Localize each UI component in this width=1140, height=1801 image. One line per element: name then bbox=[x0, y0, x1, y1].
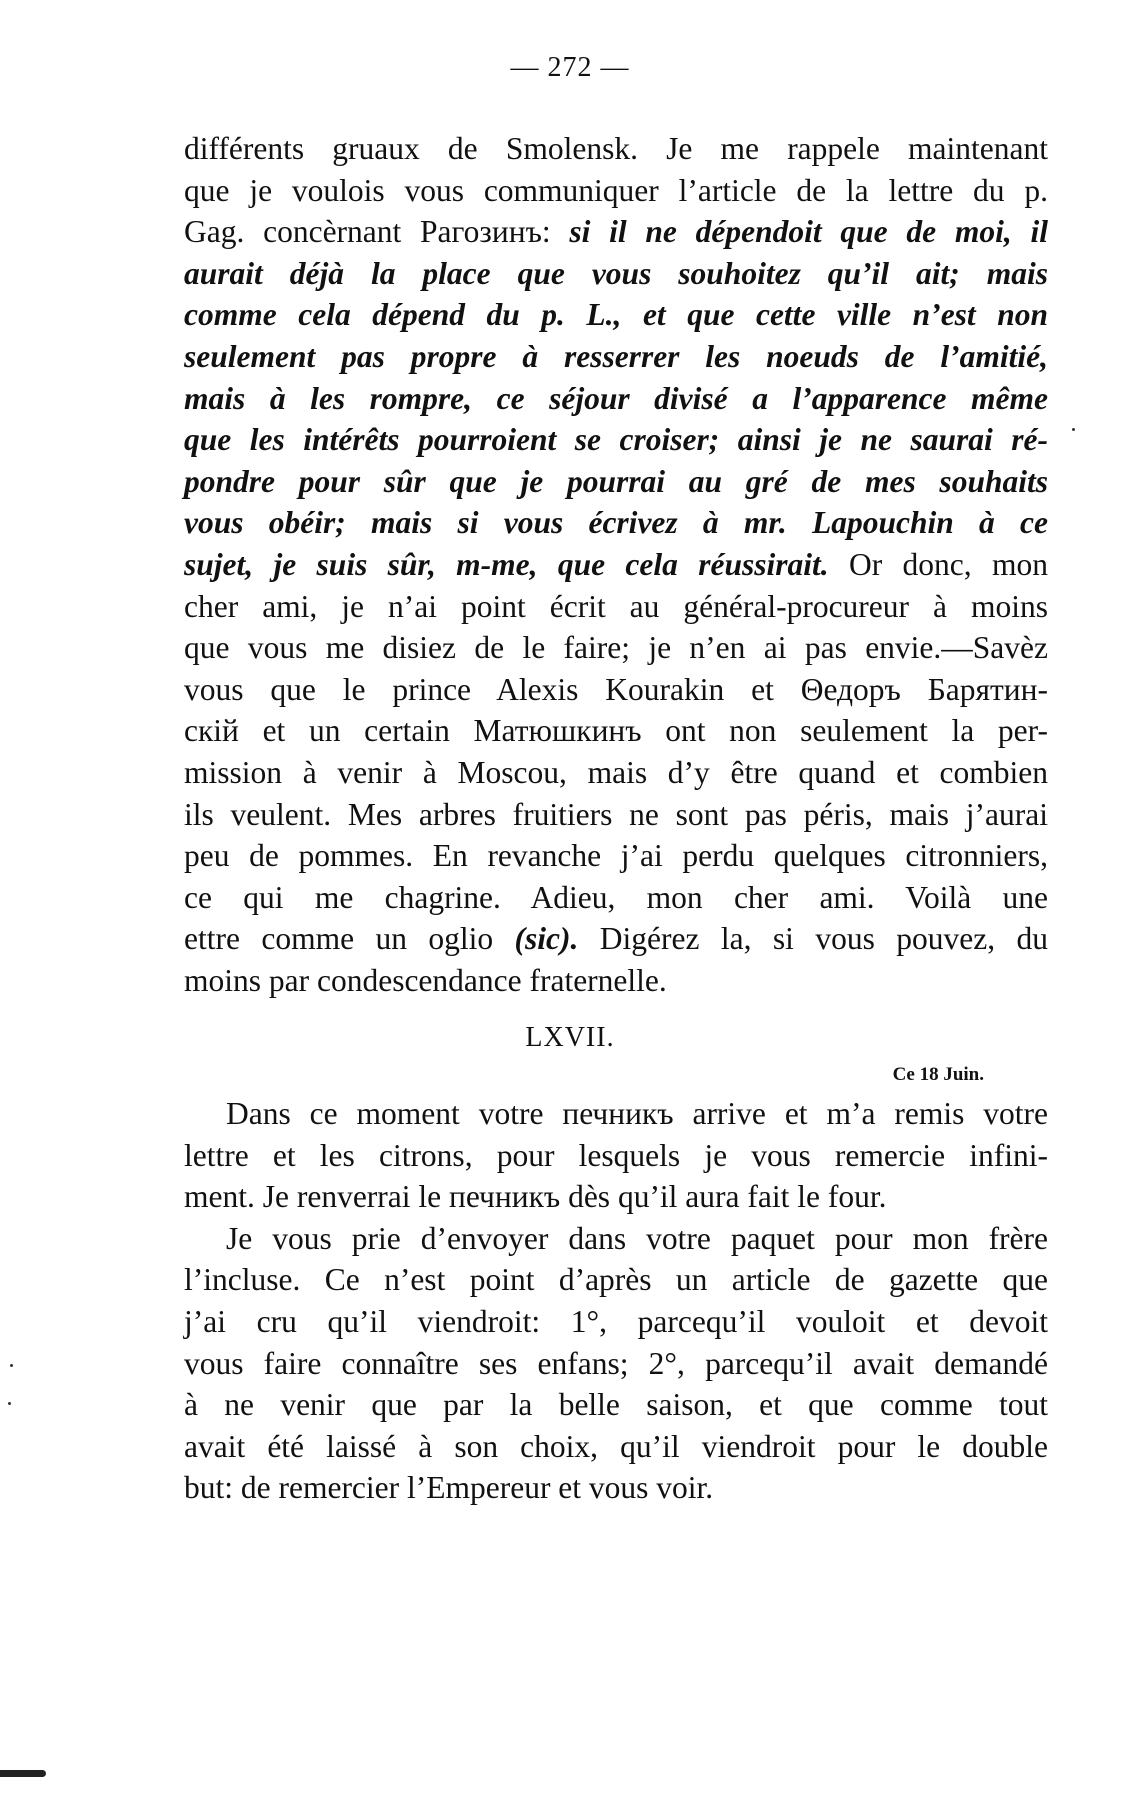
text-run: peu de pommes. En revanche j’ai perdu quelques citronniers, bbox=[184, 838, 1048, 874]
italic-text-run: vous obéir; mais si vous écrivez à mr. Lapouchin à ce bbox=[184, 505, 1048, 541]
italic-text-run: si il ne dépendoit que de moi, il bbox=[569, 214, 1048, 250]
text-run: ce qui me chagrine. Adieu, mon cher ami. Voilà une bbox=[184, 879, 1048, 915]
margin-speck bbox=[1072, 428, 1075, 431]
text-run: Je vous prie d’envoyer dans votre paquet pour mon frère bbox=[226, 1220, 1048, 1256]
text-line bbox=[184, 752, 1048, 794]
text-run: ment. Je renverrai le печникъ dès qu’il aura fait le four. bbox=[184, 1179, 887, 1215]
text-line bbox=[184, 835, 1048, 877]
text-line bbox=[184, 128, 1048, 170]
text-run: j’ai cru qu’il viendroit: 1°, parcequ’il vouloit et devoit bbox=[184, 1303, 1048, 1339]
text-line bbox=[184, 960, 1048, 1002]
text-line bbox=[184, 1467, 1048, 1509]
italic-text-run: comme cela dépend du p. L., et que cette ville n’est non bbox=[184, 297, 1048, 333]
text-line bbox=[184, 1384, 1048, 1426]
text-run: que vous me disiez de le faire; je n’en ai pas envie.—Savèz bbox=[184, 630, 1048, 666]
page-number: — 272 — bbox=[510, 52, 630, 83]
text-line bbox=[184, 710, 1048, 752]
text-line bbox=[184, 877, 1048, 919]
text-line bbox=[184, 502, 1048, 544]
text-line bbox=[184, 1093, 1048, 1135]
text-run: lettre et les citrons, pour lesquels je vous remercie infini- bbox=[184, 1137, 1048, 1173]
text-run: avait été laissé à son choix, qu’il viendroit pour le double bbox=[184, 1428, 1048, 1464]
letter-body-continued bbox=[184, 128, 1048, 1001]
text-run: Digérez la, si vous pouvez, du bbox=[578, 921, 1048, 957]
text-run: que je voulois vous communiquer l’article de la lettre du p. bbox=[184, 172, 1048, 208]
italic-text-run: sujet, je suis sûr, m-me, que cela réussirait. bbox=[184, 546, 829, 582]
text-line bbox=[184, 1343, 1048, 1385]
text-line bbox=[184, 1218, 1048, 1260]
text-line bbox=[184, 170, 1048, 212]
text-line bbox=[184, 253, 1048, 295]
text-run: l’incluse. Ce n’est point d’après un article de gazette que bbox=[184, 1262, 1048, 1298]
italic-text-run: (sic). bbox=[514, 921, 579, 957]
text-run: cher ami, je n’ai point écrit au général-procureur à moins bbox=[184, 588, 1048, 624]
letter-body bbox=[184, 1093, 1048, 1509]
text-line bbox=[184, 294, 1048, 336]
text-line bbox=[184, 419, 1048, 461]
text-line bbox=[184, 627, 1048, 669]
text-run: Dans ce moment votre печникъ arrive et m’a remis votre bbox=[226, 1096, 1048, 1131]
text-line bbox=[184, 1426, 1048, 1468]
italic-text-run: pondre pour sûr que je pourrai au gré de mes souhaits bbox=[184, 463, 1048, 499]
text-run: différents gruaux de Smolensk. Je me rappele maintenant bbox=[184, 131, 1048, 166]
text-line bbox=[184, 1176, 1048, 1218]
paragraph-3 bbox=[184, 1218, 1048, 1509]
text-line bbox=[184, 1301, 1048, 1343]
letter-dateline: Ce 18 Juin. bbox=[892, 1064, 984, 1085]
text-line bbox=[184, 794, 1048, 836]
text-line bbox=[184, 544, 1048, 586]
text-run: Or donc, mon bbox=[828, 546, 1048, 582]
margin-speck bbox=[8, 1402, 11, 1405]
italic-text-run: aurait déjà la place que vous souhoitez qu’il ait; mais bbox=[184, 255, 1048, 291]
text-run: moins par condescendance fraternelle. bbox=[184, 962, 667, 998]
text-line bbox=[184, 586, 1048, 628]
italic-text-run: seulement pas propre à resserrer les noeuds de l’amitié, bbox=[184, 338, 1048, 374]
text-run: but: de remercier l’Empereur et vous voir. bbox=[184, 1470, 714, 1506]
text-line bbox=[184, 211, 1048, 253]
text-line bbox=[184, 1259, 1048, 1301]
text-run: mission à venir à Moscou, mais d’y être quand et combien bbox=[184, 754, 1048, 790]
italic-text-run: mais à les rompre, ce séjour divisé a l’apparence même bbox=[184, 380, 1048, 416]
page-edge-mark bbox=[0, 1770, 46, 1777]
paragraph-2 bbox=[184, 1093, 1048, 1218]
text-run: Gag. concèrnant Рагозинъ: bbox=[184, 214, 570, 250]
text-run: ettre comme un oglio bbox=[184, 921, 515, 957]
text-run: ils veulent. Mes arbres fruitiers ne sont pas péris, mais j’aurai bbox=[184, 796, 1048, 832]
letter-number-heading: LXVII. bbox=[525, 1022, 615, 1053]
text-line bbox=[184, 461, 1048, 503]
text-line bbox=[184, 336, 1048, 378]
text-run: скій et un certain Матюшкинъ ont non seulement la per- bbox=[184, 713, 1048, 749]
text-line bbox=[184, 1135, 1048, 1177]
text-line bbox=[184, 378, 1048, 420]
text-line bbox=[184, 918, 1048, 960]
text-run: à ne venir que par la belle saison, et que comme tout bbox=[184, 1387, 1048, 1423]
paragraph-1 bbox=[184, 128, 1048, 1001]
margin-speck bbox=[10, 1364, 13, 1367]
text-run: vous faire connaître ses enfans; 2°, parcequ’il avait demandé bbox=[184, 1345, 1048, 1381]
text-run: vous que le prince Alexis Kourakin et Θедоръ Барятин- bbox=[184, 671, 1048, 707]
text-line bbox=[184, 669, 1048, 711]
italic-text-run: que les intérêts pourroient se croiser; ainsi je ne saurai ré- bbox=[184, 422, 1048, 458]
